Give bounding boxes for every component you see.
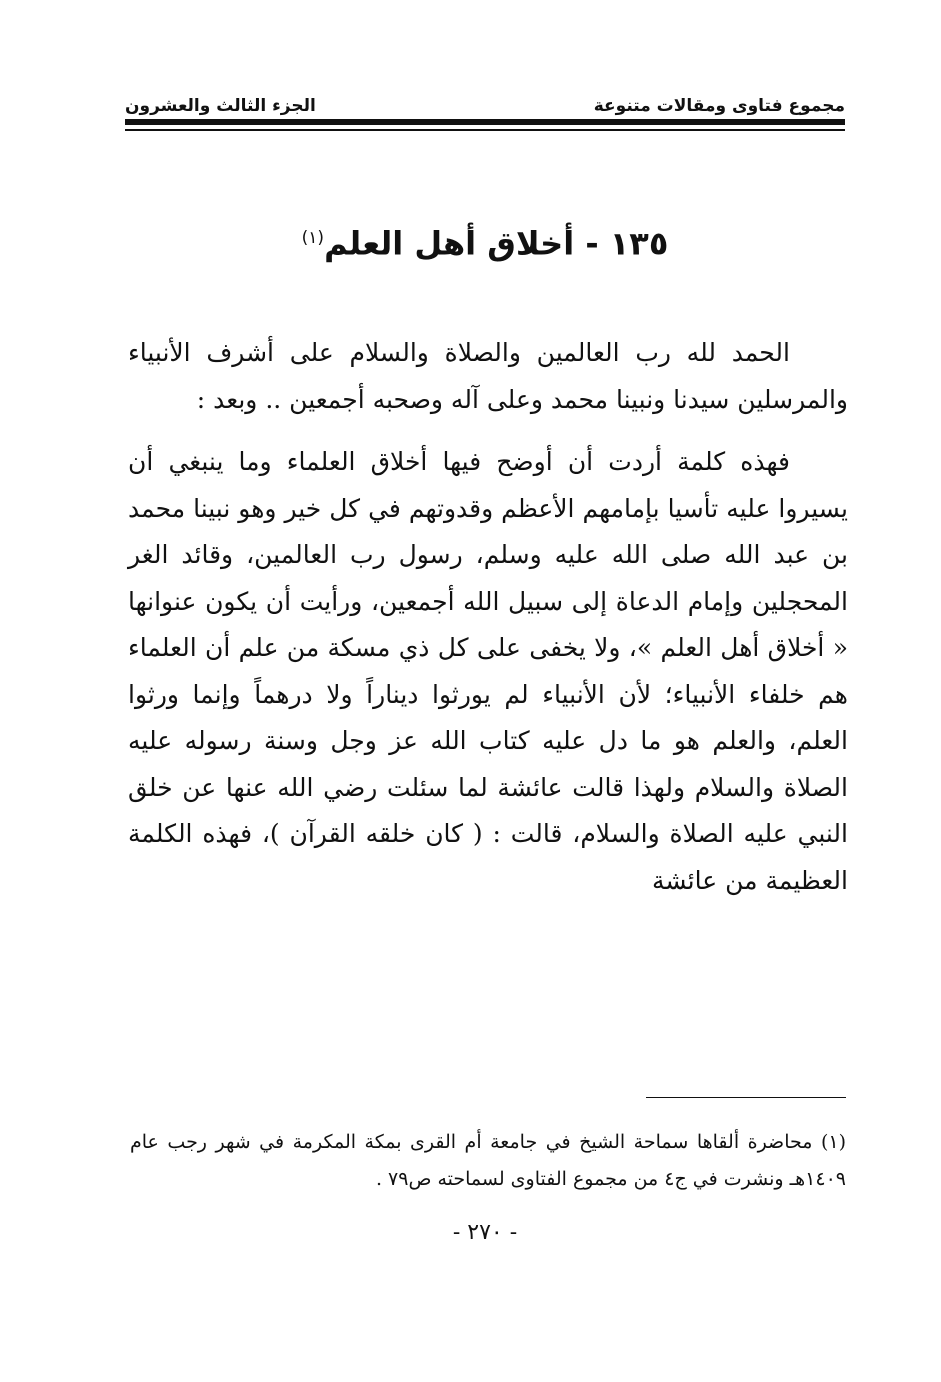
- title-footnote-ref: (١): [301, 228, 325, 248]
- header-rule-thin: [125, 129, 845, 131]
- page-number: - ٢٧٠ -: [452, 1220, 518, 1245]
- paragraph-body: فهذه كلمة أردت أن أوضح فيها أخلاق العلماء وما ينبغي أن يسيروا عليه تأسيا بإمامهم الأعظم وقدوتهم في كل خير وهو نبينا محمد بن عبد الله صلى الله عليه وسلم، رسول رب العالمين، وقائد الغر المحجلين وإمام الدعاة إلى سبيل الله أجمعين، ورأيت أن يكون عنوانها « أخلاق أهل العلم »، ولا يخفى على كل ذي مسكة من علم أن العلماء هم خلفاء الأنبياء؛ لأن الأنبياء لم يورثوا ديناراً ولا درهماً وإنما ورثوا العلم، والعلم هو ما دل عليه كتاب الله عز وجل وسنة رسوله عليه الصلاة والسلام ولهذا قالت عائشة لما سئلت رضي الله عنها عن خلق النبي عليه الصلاة والسلام، قالت : ( كان خلقه القرآن )، فهذه الكلمة العظيمة من عائشة: [128, 447, 848, 895]
- footnote-separator: [646, 1097, 846, 1098]
- footnote: (١) محاضرة ألقاها سماحة الشيخ في جامعة أم القرى بمكة المكرمة في شهر رجب عام ١٤٠٩هـ ونشرت في ج٤ من مجموع الفتاوى لسماحته ص٧٩ .: [130, 1131, 846, 1190]
- running-header: [125, 82, 845, 116]
- header-volume: الجزء الثالث والعشرون: [125, 96, 316, 116]
- paragraph-opening: الحمد لله رب العالمين والصلاة والسلام على أشرف الأنبياء والمرسلين سيدنا ونبينا محمد وعلى آله وصحبه أجمعين .. وبعد :: [128, 338, 848, 414]
- header-book-title: مجموع فتاوى ومقالات متنوعة: [593, 96, 845, 116]
- chapter-title-text: ١٣٥ - أخلاق أهل العلم: [324, 224, 669, 263]
- chapter-title: [125, 212, 845, 270]
- header-rule-thick: [125, 119, 845, 125]
- main-text: [128, 330, 848, 904]
